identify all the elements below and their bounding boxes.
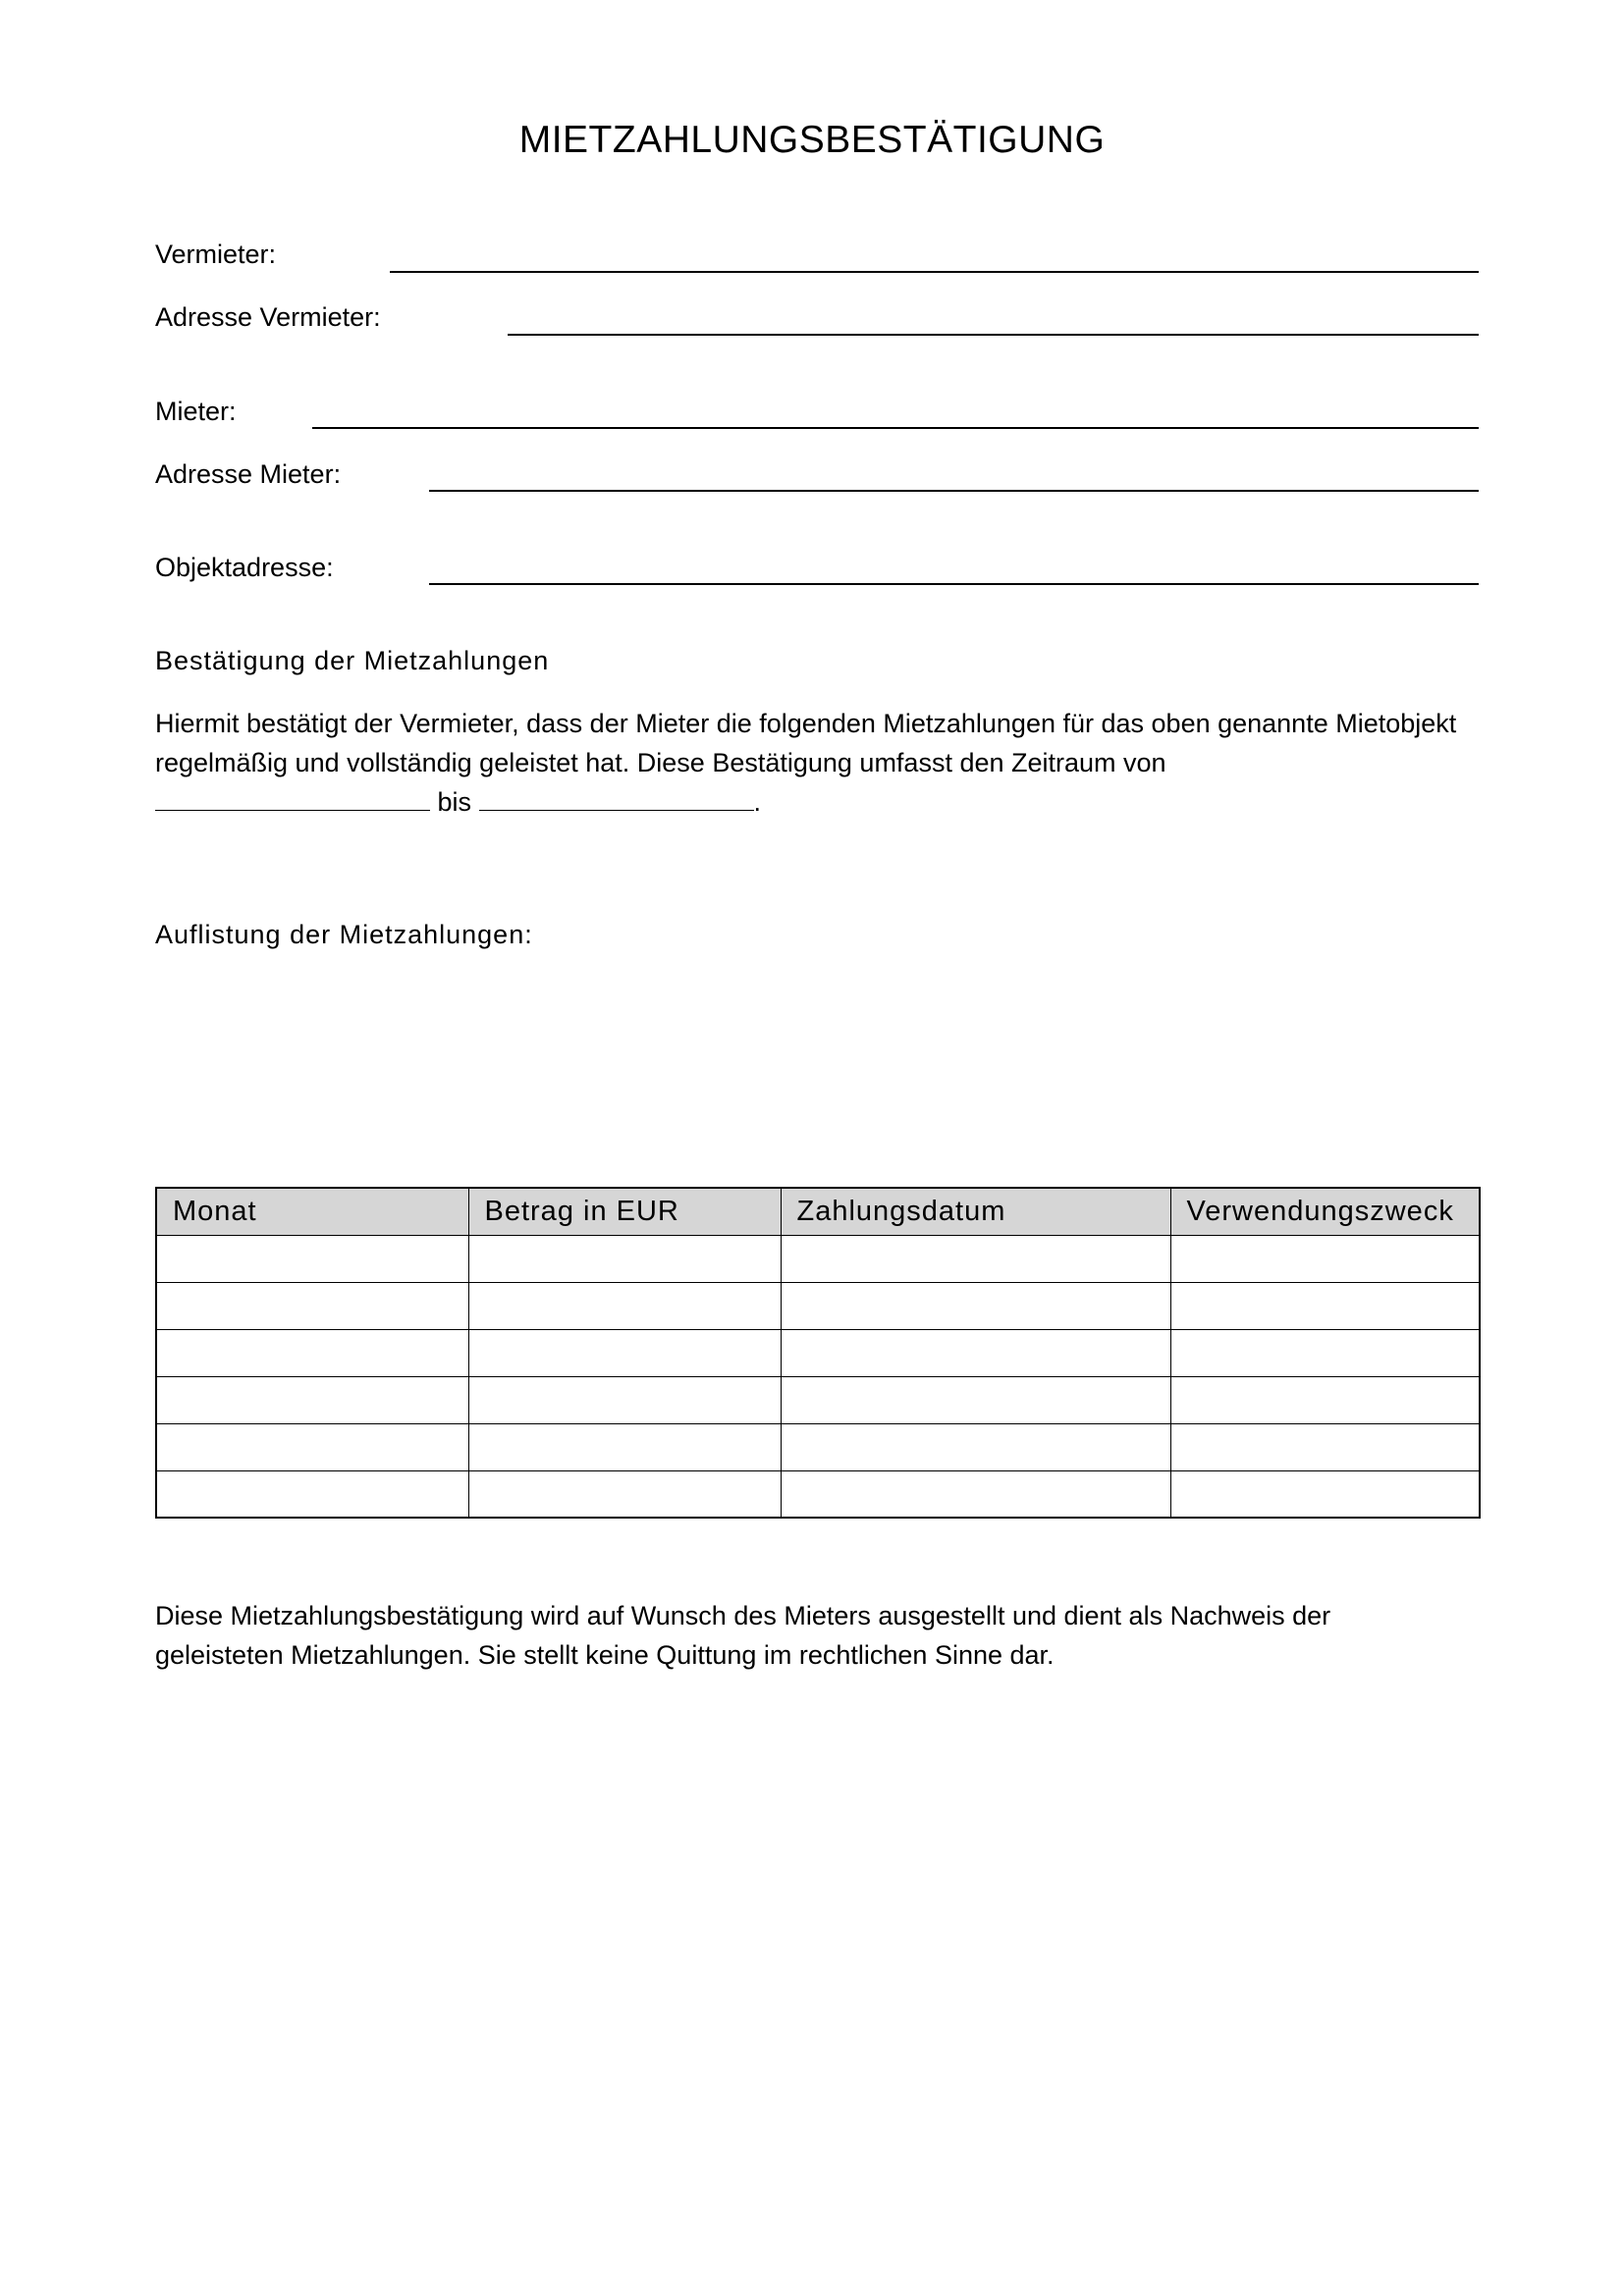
table-header-row [156, 1188, 1480, 1235]
header-month: Monat [156, 1188, 468, 1235]
closing-paragraph [155, 1596, 1490, 1675]
property-address-label: Objektadresse: [155, 553, 334, 582]
document-title: MIETZAHLUNGSBESTÄTIGUNG [518, 119, 1106, 161]
table-cell-purpose[interactable] [1170, 1470, 1480, 1518]
table-cell-amount[interactable] [468, 1282, 781, 1329]
table-row [156, 1235, 1480, 1282]
list-heading: Auflistung der Mietzahlungen: [155, 920, 533, 949]
closing-text-line2: geleisteten Mietzahlungen. Sie stellt keine Quittung im rechtlichen Sinne dar. [155, 1640, 1055, 1670]
table-row [156, 1470, 1480, 1518]
table-cell-amount[interactable] [468, 1376, 781, 1423]
period-start-blank[interactable] [155, 782, 430, 811]
table-cell-payment-date[interactable] [781, 1470, 1170, 1518]
table-row [156, 1282, 1480, 1329]
table-row [156, 1376, 1480, 1423]
period-end-punct: . [753, 787, 762, 817]
table-cell-payment-date[interactable] [781, 1329, 1170, 1376]
payments-table [155, 1187, 1481, 1519]
table-cell-month[interactable] [156, 1423, 468, 1470]
landlord-address-label: Adresse Vermieter: [155, 302, 381, 332]
table-cell-payment-date[interactable] [781, 1235, 1170, 1282]
tenant-address-input-line[interactable] [429, 490, 1479, 492]
table-cell-amount[interactable] [468, 1235, 781, 1282]
table-cell-payment-date[interactable] [781, 1282, 1170, 1329]
confirmation-paragraph [155, 704, 1490, 822]
tenant-input-line[interactable] [312, 427, 1479, 429]
landlord-label: Vermieter: [155, 240, 277, 269]
table-cell-purpose[interactable] [1170, 1235, 1480, 1282]
table-row [156, 1329, 1480, 1376]
table-cell-purpose[interactable] [1170, 1423, 1480, 1470]
property-address-input-line[interactable] [429, 583, 1479, 585]
landlord-input-line[interactable] [390, 271, 1479, 273]
closing-text-line1: Diese Mietzahlungsbestätigung wird auf Wunsch des Mieters ausgestellt und dient als Nachweis der [155, 1601, 1331, 1630]
table-cell-purpose[interactable] [1170, 1376, 1480, 1423]
table-cell-month[interactable] [156, 1376, 468, 1423]
header-amount: Betrag in EUR [468, 1188, 781, 1235]
table-cell-payment-date[interactable] [781, 1423, 1170, 1470]
tenant-label: Mieter: [155, 397, 237, 426]
table-cell-amount[interactable] [468, 1329, 781, 1376]
table-cell-month[interactable] [156, 1235, 468, 1282]
period-separator: bis [437, 787, 472, 817]
tenant-address-label: Adresse Mieter: [155, 459, 342, 489]
table-cell-purpose[interactable] [1170, 1282, 1480, 1329]
landlord-address-input-line[interactable] [508, 334, 1479, 336]
table-cell-purpose[interactable] [1170, 1329, 1480, 1376]
period-end-blank[interactable] [479, 782, 754, 811]
table-cell-month[interactable] [156, 1282, 468, 1329]
table-cell-amount[interactable] [468, 1470, 781, 1518]
table-cell-month[interactable] [156, 1329, 468, 1376]
table-cell-month[interactable] [156, 1470, 468, 1518]
confirmation-text: Hiermit bestätigt der Vermieter, dass der Mieter die folgenden Mietzahlungen für das oben genannte Mietobjekt regelmäßig und vollständig geleistet hat. Diese Bestätigung umfasst den Zeitraum von [155, 709, 1457, 777]
confirmation-heading: Bestätigung der Mietzahlungen [155, 646, 550, 675]
table-cell-payment-date[interactable] [781, 1376, 1170, 1423]
header-payment-date: Zahlungsdatum [781, 1188, 1170, 1235]
table-cell-amount[interactable] [468, 1423, 781, 1470]
header-purpose: Verwendungszweck [1170, 1188, 1480, 1235]
table-row [156, 1423, 1480, 1470]
